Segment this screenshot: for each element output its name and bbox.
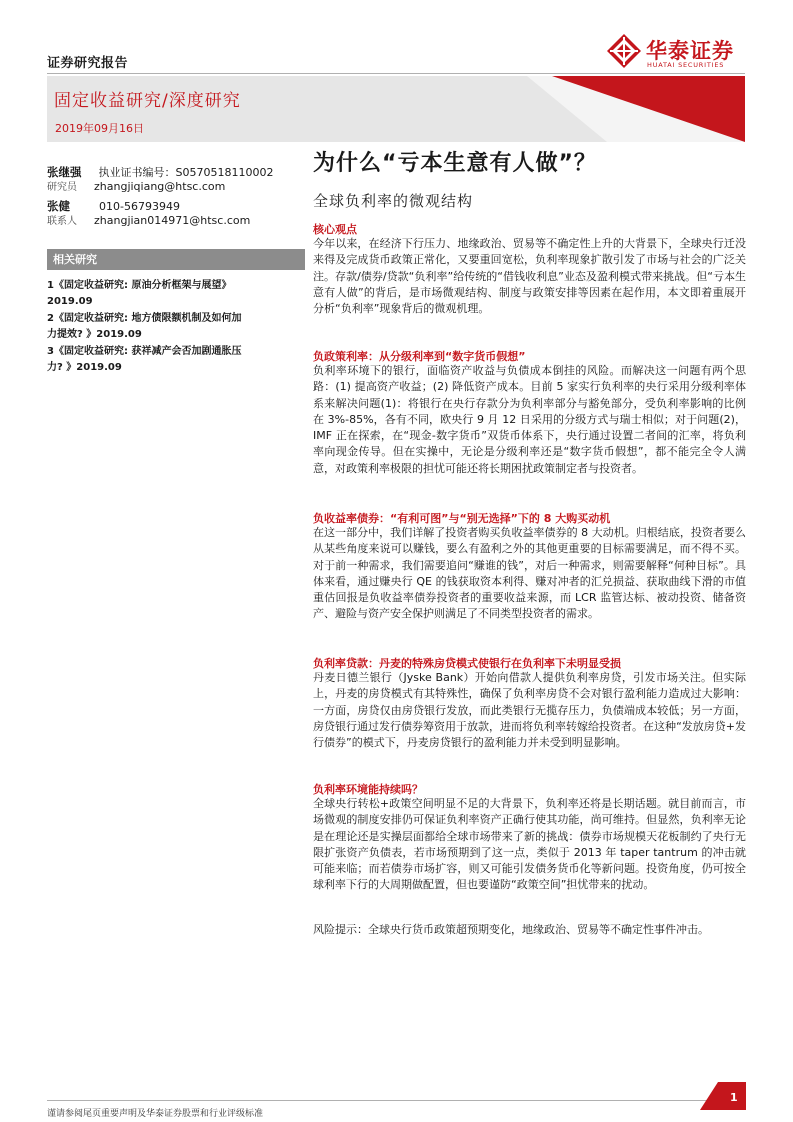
author-block-2: [47, 199, 250, 229]
related-research-heading: 相关研究: [47, 249, 305, 270]
section-heading-core: 核心观点: [313, 223, 357, 236]
author-email[interactable]: zhangjiqiang@htsc.com: [94, 180, 226, 193]
huatai-logo: [606, 33, 746, 73]
section-body-sustainability: 全球央行转松+政策空间明显不足的大背景下，负利率还将是长期话题。就目前而言，市场微观的制度安排仍可保证负利率资产正确行使其功能，尚可维持。但显然，负利率无论是在理论还是实操层面都给全球市场带来了新的挑战：债券市场规模天花板制约了央行无限扩张资产负债表，若市场预期到了这一点，类似于 2013 年 taper tantrum 的冲击就可能来临；而若债券市场扩容，则又可能引发债务货币化等新问题。投资角度，仍可按全球利率下行的大周期做配置，但也要谨防“政策空间”担忧带来的扰动。: [313, 797, 746, 892]
report-category: 固定收益研究/深度研究: [54, 91, 241, 111]
section-heading-policy-rate: 负政策利率：从分级利率到“数字货币假想”: [313, 350, 526, 363]
logo-english-text: HUATAI SECURITIES: [647, 61, 725, 69]
section-heading-negative-loans: 负利率贷款：丹麦的特殊房贷模式使银行在负利率下未明显受损: [313, 657, 621, 670]
logo-chinese-text: 华泰证券: [646, 39, 734, 63]
report-date: 2019年09月16日: [55, 122, 144, 135]
author-email[interactable]: zhangjian014971@htsc.com: [94, 214, 251, 227]
section-body-policy-rate: 负利率环境下的银行，面临资产收益与负债成本倒挂的风险。而解决这一问题有两个思路：(1) 提高资产收益；(2) 降低资产成本。目前 5 家实行负利率的央行采用分级利率体系来解决问题(1)：将银行在央行存款分为负利率部分与豁免部分，受负利率影响的比例在 3%-85%，各有不同，欧央行 9 月 12 日采用的分级方式与瑞士相似；对于问题(2)，IMF 正在探索，在“现金-数字货币”双货币体系下，央行通过设置二者间的汇率，将负利率向现金传导。但在实操中，无论是分级利率还是“数字货币假想”，都不能完全令人满意，对政策利率极限的担忧可能还将长期困扰政策制定者与投资者。: [313, 364, 746, 475]
author-name: 张健: [47, 199, 70, 213]
section-body-negative-loans: 丹麦日德兰银行（Jyske Bank）开始向借款人提供负利率房贷，引发市场关注。但实际上，丹麦的房贷模式有其特殊性，确保了负利率房贷不会对银行盈利能力造成过大影响：一方面，房贷仅由房贷银行发放，而此类银行无揽存压力，负债端成本较低；另一方面，房贷银行通过发行债券筹资用于放款，进而将负利率转嫁给投资者。在这种“发放房贷+发行债券”的模式下，丹麦房贷银行的盈利能力并未受到明显影响。: [313, 671, 746, 750]
risk-note: 风险提示：全球央行货币政策超预期变化，地缘政治、贸易等不确定性事件冲击。: [313, 923, 709, 936]
header-divider: [47, 73, 745, 74]
report-type: 证券研究报告: [47, 56, 129, 71]
author-role: 联系人: [47, 216, 77, 227]
section-body-negative-bonds: 在这一部分中，我们详解了投资者购买负收益率债券的 8 大动机。归根结底，投资者要么从某些角度来说可以赚钱，要么有盈利之外的其他更重要的目标需要满足，而不得不买。对于前一种需求，我们需要追问“赚谁的钱”，对后一种需求，则需要解释“何种目标”。具体来看，通过赚央行 QE 的钱获取资本利得、赚对冲者的汇兑损益、获取曲线下滑的市值重估回报是负收益率债券投资者的重要收益来源，而 LCR 监管达标、被动投资、储备资产、避险与资产安全保护则满足了不同类型投资者的需求。: [313, 526, 746, 621]
footer-divider: [47, 1100, 745, 1101]
related-item[interactable]: 1《固定收益研究: 原油分析框架与展望》 2019.09: [47, 280, 232, 307]
related-item[interactable]: 2《固定收益研究: 地方债限额机制及如何加 力提效? 》2019.09: [47, 313, 242, 340]
footer-corner-shape: [700, 1082, 746, 1110]
section-heading-sustainability: 负利率环境能持续吗？: [313, 783, 423, 796]
section-body-core: 今年以来，在经济下行压力、地缘政治、贸易等不确定性上升的大背景下，全球央行迁没来得及完成货币政策正常化，又要重回宽松，负利率现象扩散引发了市场与社会的广泛关注。存款/债券/贷款“负利率”给传统的“借钱收利息”业态及盈利模式带来挑战。但“亏本生意有人做”的背后，是市场微观结构、制度与政策安排等因素在起作用，本文即着重展开分析“负利率”现象背后的微观机理。: [313, 237, 746, 316]
author-phone: 010-56793949: [99, 200, 180, 213]
page-subtitle: 全球负利率的微观结构: [313, 192, 474, 210]
footer-disclaimer[interactable]: 谨请参阅尾页重要声明及华泰证券股票和行业评级标准: [47, 1109, 264, 1119]
page-title: 为什么“亏本生意有人做”？: [313, 151, 597, 176]
related-item[interactable]: 3《固定收益研究: 获祥减产会否加剧通胀压 力? 》2019.09: [47, 346, 242, 373]
author-name: 张继强: [47, 165, 82, 179]
author-certificate: 执业证书编号：S0570518110002: [98, 166, 274, 179]
section-heading-negative-bonds: 负收益率债券：“有利可图”与“别无选择”下的 8 大购买动机: [313, 512, 611, 525]
huatai-logo-icon: [606, 33, 642, 69]
author-role: 研究员: [47, 182, 77, 193]
page-number: 1: [730, 1091, 738, 1104]
author-block-1: [47, 165, 273, 195]
